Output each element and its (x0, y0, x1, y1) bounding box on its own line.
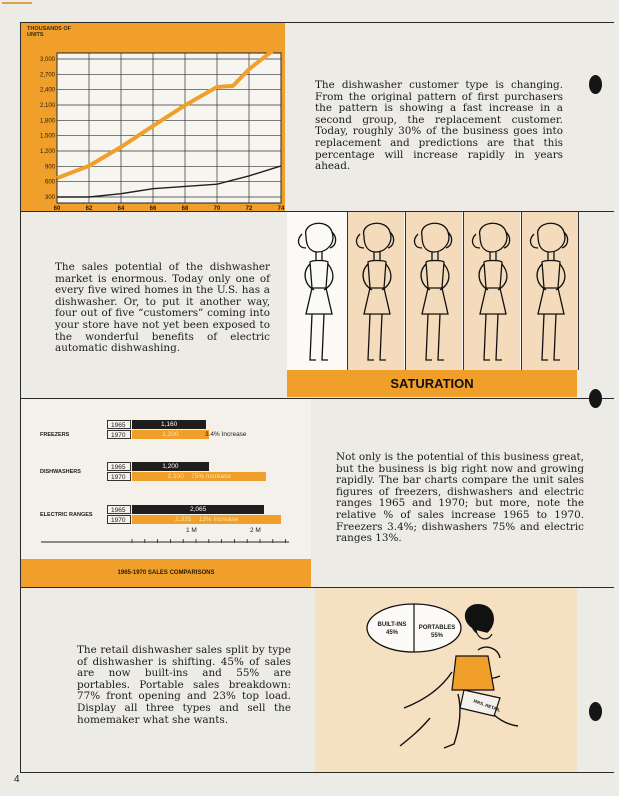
y-tick-label: 2,100 (39, 103, 55, 109)
bar-annotation: 3.4% Increase (205, 431, 247, 438)
pie-portables-name: PORTABLES (418, 625, 456, 631)
growth-text: Not only is the potential of this business great, but the business is big right now and growing rapidly. The bar charts compare the unit sales figures of freezers, dishwashers and electric ranges 1965 and 1970; but more, note the relative % of sales increase 1965 to 1970. Freezers 3.4%; dishwashers 75% and electric ranges 13%. (336, 451, 584, 545)
pie-builtins-value: 45% (385, 630, 398, 636)
woman-figure-4 (466, 218, 518, 368)
pie-builtins-name: BUILT-INS (377, 622, 407, 628)
bar-category-freezers: FREEZERS (40, 432, 70, 438)
axis-label-2m: 2 M (250, 527, 261, 534)
bar-1965: 2,065 (132, 505, 264, 514)
sales-comparison-caption-text: 1965-1970 SALES COMPARISONS (117, 570, 215, 576)
saturation-banner (287, 370, 577, 397)
year-box-1965: 1965 (107, 462, 131, 471)
x-tick-label: 68 (181, 206, 189, 211)
bar-1970 (132, 472, 266, 481)
bar-1965: 1,200 (132, 462, 209, 471)
x-tick-label: 60 (53, 206, 61, 211)
bar-value: 2,100 (167, 473, 184, 480)
bar-category-dishwashers: DISHWASHERS (40, 469, 81, 475)
replacement-text: The dishwasher customer type is changing. From the original pattern of first purchasers the pattern is showing a fast increase in a second group, the replacement customer. Today, roughly 30% of the business goes into replacement and predictions are that this percentage will increase rapidly in years ahead. (315, 79, 563, 173)
woman-figure-3 (408, 218, 460, 368)
x-tick-label: 62 (85, 206, 93, 211)
woman-figure-1 (292, 218, 344, 368)
x-tick-label: 74 (277, 206, 285, 211)
y-tick-label: 300 (44, 195, 55, 201)
binder-hole-middle (589, 389, 602, 408)
pie-builtins-label (371, 621, 413, 637)
y-tick-label: 900 (44, 164, 55, 171)
year-box-1970: 1970 (107, 515, 131, 524)
year-box-1965: 1965 (107, 505, 131, 514)
y-tick-label: 1,500 (39, 133, 55, 140)
x-tick-label: 70 (213, 206, 221, 211)
bar-annotation: 75% Increase (191, 473, 231, 480)
woman-figure-5 (524, 218, 576, 368)
y-tick-label: 1,200 (39, 149, 55, 155)
sales-split-text: The retail dishwasher sales split by type of dishwasher is shifting. 45% of sales are now built-ins and 55% are portables. Portable sales breakdown: 77% front opening and 23% top load. Display all three types and sell the homemaker what she wants. (77, 644, 291, 726)
x-tick-label: 72 (245, 206, 253, 211)
bar-annotation: 13% Increase (198, 516, 239, 523)
woman-figure-2 (350, 218, 402, 368)
binder-hole-top (589, 75, 602, 94)
bar-category-ranges: ELECTRIC RANGES (40, 512, 93, 518)
y-tick-label: 1,800 (39, 118, 55, 125)
pie-portables-value: 55% (430, 633, 443, 639)
plot-area (57, 53, 281, 203)
y-tick-label: 3,000 (39, 57, 55, 63)
bar-chart-axis (21, 520, 311, 550)
apron-label: MRS. RETAIL (472, 698, 502, 713)
year-box-1970: 1970 (107, 472, 131, 481)
year-box-1965: 1965 (107, 420, 131, 429)
y-tick-label: 2,700 (39, 72, 55, 79)
saturation-banner-label: SATURATION (390, 376, 474, 391)
rule-5 (20, 772, 614, 773)
page-number: 4 (14, 774, 20, 785)
bar-1965: 1,160 (132, 420, 206, 429)
line-chart (21, 23, 285, 211)
x-tick-label: 64 (117, 206, 125, 211)
pie-portables-label (414, 624, 460, 640)
sales-comparison-caption (21, 559, 311, 587)
chart-unit-label: THOUSANDS OF UNITS (27, 26, 71, 38)
binder-hole-bottom (589, 702, 602, 721)
potential-text: The sales potential of the dishwasher market is enormous. Today only one of every five wired homes in the U.S. has a dishwasher. Or, to put it another way, four out of five “customers” coming into your store have not yet been exposed to the wonderful benefits of electric automatic dishwashing. (55, 261, 270, 355)
axis-label-1m: 1 M (186, 527, 197, 534)
year-box-1970: 1970 (107, 430, 131, 439)
y-tick-label: 2,400 (39, 87, 55, 94)
x-tick-label: 66 (149, 206, 157, 211)
y-tick-label: 600 (44, 179, 55, 186)
corner-mark (2, 2, 32, 4)
bar-1970: 1,200 (132, 430, 209, 439)
bar-value: 2,335 (175, 516, 192, 523)
